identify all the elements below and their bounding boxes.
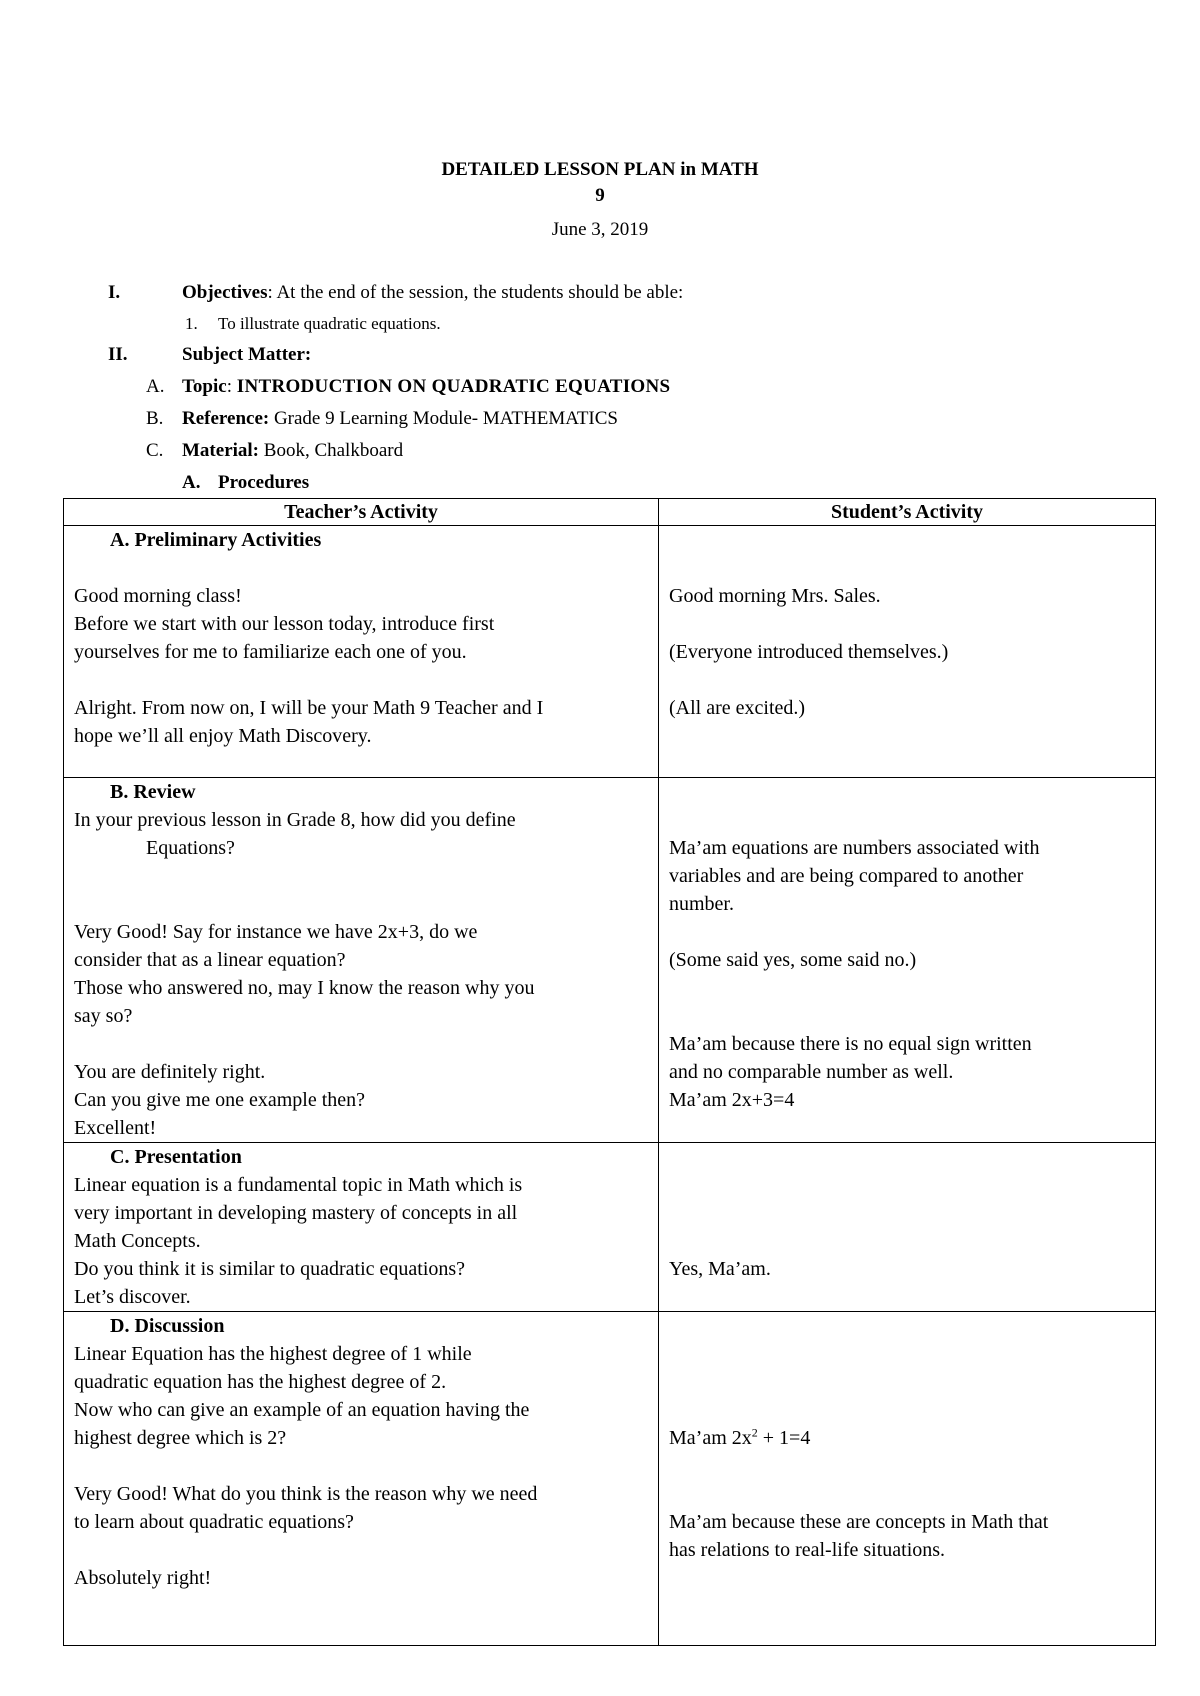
teacher-line: Do you think it is similar to quadratic equations? [74,1258,466,1280]
objectives-text: : At the end of the session, the students should be able: [267,282,684,303]
teacher-line: say so? [74,1005,133,1027]
teacher-line: very important in developing mastery of concepts in all [74,1202,518,1224]
student-line: Good morning Mrs. Sales. [669,585,881,607]
equation-rest: + 1=4 [757,1427,811,1449]
table-row [64,1312,1156,1646]
col-teacher-header: Teacher’s Activity [64,499,659,526]
teacher-cell-review [64,778,659,1143]
objectives-numeral: I. [108,282,121,303]
student-line: Ma’am equations are numbers associated with [669,837,1040,859]
student-line: and no comparable number as well. [669,1061,954,1083]
teacher-line: Math Concepts. [74,1230,201,1252]
objectives-label: Objectives [182,282,268,303]
table-row [64,1143,1156,1312]
student-line: (All are excited.) [669,697,806,719]
teacher-line: Before we start with our lesson today, introduce first [74,613,495,635]
table-row [64,526,1156,778]
section-heading-review: B. Review [110,781,196,803]
table-row [64,778,1156,1143]
student-cell-discussion [659,1312,1156,1646]
reference-line [182,408,618,430]
topic-line [182,376,670,398]
material-letter: C. [146,440,164,461]
table-header-row [64,499,1156,526]
document-title: DETAILED LESSON PLAN in MATH [441,159,759,180]
reference-label: Reference: [182,408,270,429]
teacher-line: consider that as a linear equation? [74,949,346,971]
document-title-grade: 9 [595,185,605,206]
topic-letter: A. [146,376,165,397]
student-line: Ma’am because these are concepts in Math that [669,1511,1049,1533]
teacher-cell-presentation [64,1143,659,1312]
student-line: has relations to real-life situations. [669,1539,946,1561]
student-line: number. [669,893,734,915]
topic-label: Topic [182,376,227,397]
teacher-line: yourselves for me to familiarize each one of you. [74,641,467,663]
teacher-line: Can you give me one example then? [74,1089,366,1111]
objective-item-number: 1. [185,314,198,333]
student-line: Ma’am because there is no equal sign written [669,1033,1032,1055]
student-line-equation [669,1424,1145,1452]
teacher-line: highest degree which is 2? [74,1427,287,1449]
subject-matter-label: Subject Matter: [182,344,312,365]
document-date: June 3, 2019 [551,219,649,240]
teacher-line: You are definitely right. [74,1061,266,1083]
student-cell-presentation [659,1143,1156,1312]
teacher-line: Alright. From now on, I will be your Math 9 Teacher and I [74,697,544,719]
teacher-line: In your previous lesson in Grade 8, how did you define [74,809,516,831]
teacher-line: Absolutely right! [74,1567,212,1589]
teacher-line: quadratic equation has the highest degree of 2. [74,1371,447,1393]
student-line: (Some said yes, some said no.) [669,949,917,971]
objective-item-text: To illustrate quadratic equations. [218,314,441,333]
teacher-line: Excellent! [74,1117,157,1139]
section-heading-presentation: C. Presentation [110,1146,242,1168]
teacher-line: Those who answered no, may I know the reason why you [74,977,535,999]
material-value: Book, Chalkboard [263,440,404,461]
teacher-line: Good morning class! [74,585,242,607]
material-line [182,440,403,462]
teacher-line: Linear Equation has the highest degree of 1 while [74,1343,472,1365]
objectives-line [182,282,683,304]
reference-value: Grade 9 Learning Module- MATHEMATICS [273,408,619,429]
section-heading-discussion: D. Discussion [110,1315,225,1337]
section-heading-preliminary: A. Preliminary Activities [110,529,322,551]
teacher-line: Now who can give an example of an equation having the [74,1399,530,1421]
reference-letter: B. [146,408,164,429]
student-line: (Everyone introduced themselves.) [669,641,949,663]
procedures-label: Procedures [218,472,310,493]
teacher-line: Very Good! What do you think is the reason why we need [74,1483,538,1505]
col-student-header: Student’s Activity [659,499,1156,526]
teacher-line: Very Good! Say for instance we have 2x+3, do we [74,921,478,943]
material-label: Material: [182,440,260,461]
student-line: Ma’am 2x+3=4 [669,1089,795,1111]
teacher-line: Linear equation is a fundamental topic in Math which is [74,1174,523,1196]
student-cell-preliminary [659,526,1156,778]
topic-sep: : [226,376,237,397]
equation-exponent: 2 [751,1425,758,1440]
teacher-cell-preliminary [64,526,659,778]
procedures-letter: A. [182,472,201,493]
activity-table [63,498,1156,1646]
student-line: variables and are being compared to another [669,865,1024,887]
student-cell-review [659,778,1156,1143]
student-line: Yes, Ma’am. [669,1258,771,1280]
teacher-line: Equations? [146,837,235,859]
subject-matter-numeral: II. [108,344,128,365]
teacher-line: Let’s discover. [74,1286,191,1308]
equation-text: Ma’am 2x [669,1427,752,1449]
topic-value: INTRODUCTION ON QUADRATIC EQUATIONS [236,376,671,397]
teacher-line: to learn about quadratic equations? [74,1511,354,1533]
teacher-cell-discussion [64,1312,659,1646]
teacher-line: hope we’ll all enjoy Math Discovery. [74,725,372,747]
